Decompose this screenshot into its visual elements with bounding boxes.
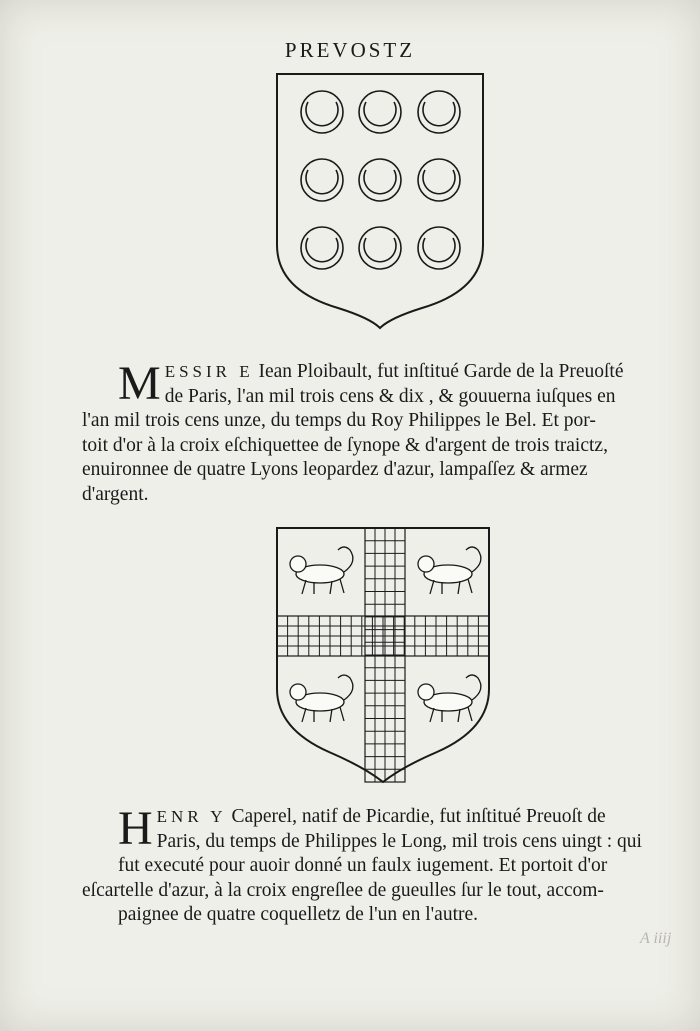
crescent-charge [301,227,343,269]
entry-ploibault [82,357,678,507]
crescent-charge [359,91,401,133]
text-line: enuironnee de quatre Lyons leopardez d'azur, lampaſſez & armez [82,459,588,480]
text-line: Paris, du temps de Philippes le Long, mil trois cens uingt : qui [156,830,642,852]
lion-passant-charge [290,675,353,722]
crescent-inner [364,238,396,262]
text-line: Caperel, natif de Picardie, fut inſtitué Preuoſt de [226,806,606,827]
crescent-charge [418,227,460,269]
crescent-charge [301,91,343,133]
crescent-inner [306,238,338,262]
text-line: l'an mil trois cens unze, du temps du Roy Philippes le Bel. Et por- [82,410,596,431]
lion-passant-charge [418,547,481,594]
text-line: toit d'or à la croix eſchiquettee de ſynope & d'argent de trois traictz, [82,434,608,456]
crescent-inner [306,170,338,194]
text-line: eſcartelle d'azur, à la croix engreſlee de gueulles ſur le tout, accom- [82,879,604,901]
crescent-inner [423,238,455,262]
crescent-charge [359,159,401,201]
coat-of-arms-lions-cross [272,524,494,786]
text-line: fut executé pour auoir donné un faulx iugement. Et portoit d'or [118,855,608,876]
smallcaps-word: ESSIR E [164,362,254,381]
signature-mark: A iiij [640,930,672,947]
crescent-inner [423,170,455,194]
text-line: Iean Ploibault, fut inſtitué Garde de la Preuoſté [253,361,624,382]
crescent-inner [364,102,396,126]
crescent-charge [418,91,460,133]
text-line: de Paris, l'an mil trois cens & dix , & gouuerna iuſques en [164,385,616,407]
crescent-charge [359,227,401,269]
crescent-inner [364,170,396,194]
smallcaps-word: ENR Y [156,807,227,826]
text-line: paignee de quatre coquelletz de l'un en l'autre. [118,904,479,925]
text-line: d'argent. [82,483,149,505]
crescent-charge [301,159,343,201]
drop-capital: H [118,802,153,855]
crescent-inner [423,102,455,126]
crescent-inner [306,102,338,126]
lion-passant-charge [418,675,481,722]
drop-capital: M [118,357,161,410]
entry-caperel [82,802,678,928]
page-title: PREVOSTZ [284,38,416,62]
coat-of-arms-crescents [272,70,488,332]
crescent-charge [418,159,460,201]
lion-passant-charge [290,547,353,594]
